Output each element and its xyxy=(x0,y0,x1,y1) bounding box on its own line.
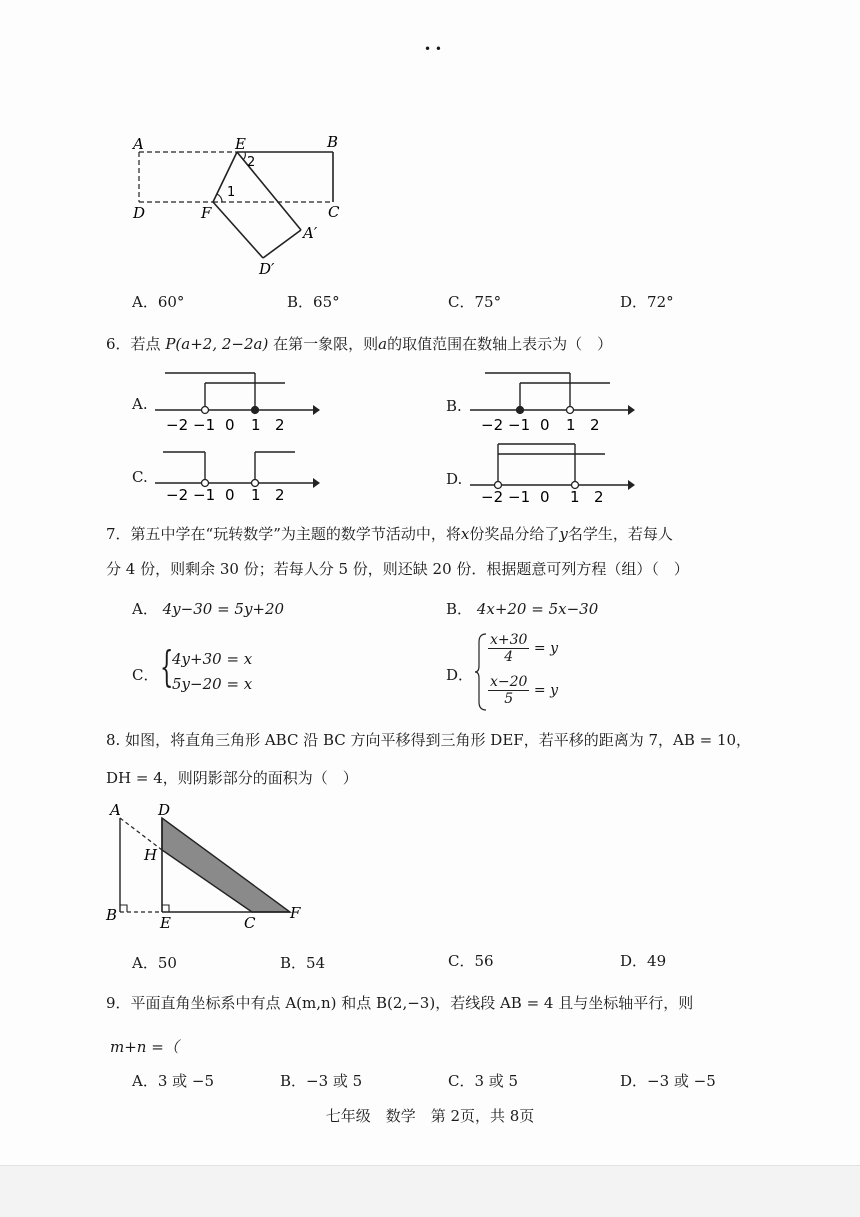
q7-option-d-eq2 xyxy=(488,674,558,707)
tick-d-1: −2 xyxy=(481,488,504,506)
tick-d-3: 0 xyxy=(540,488,550,506)
label-angle1: 1 xyxy=(227,185,236,200)
tick-a-5: 2 xyxy=(275,416,285,434)
q6-numberline-d[interactable] xyxy=(470,440,635,510)
q7-option-d-rhs1: = y xyxy=(533,640,558,657)
tick-a-4: 1 xyxy=(251,416,261,434)
tick-b-4: 1 xyxy=(566,416,576,434)
q9-option-a[interactable]: A．3 或 −5 xyxy=(132,1072,215,1090)
label-B: B xyxy=(327,133,339,151)
label-D-prime: D′ xyxy=(259,260,275,278)
q6-number: 6． xyxy=(106,335,131,353)
q6-point: P(a+2, 2−2a) xyxy=(165,335,269,353)
q7-option-a-eq: 4y−30 = 5y+20 xyxy=(162,600,285,618)
q5-option-b[interactable]: B．65° xyxy=(287,293,340,311)
q8-option-d[interactable]: D．49 xyxy=(620,952,667,970)
q7-line1-b: 份奖品分给了 xyxy=(469,525,560,543)
q7-option-a[interactable] xyxy=(132,598,284,619)
q7-option-b[interactable] xyxy=(446,598,598,619)
q7-option-c-eq1: 4y+30 = x xyxy=(172,650,253,668)
q8-label-E: E xyxy=(160,914,171,932)
q8-label-F: F xyxy=(290,904,301,922)
tick-c-5: 2 xyxy=(275,486,285,504)
angle1-arc xyxy=(217,194,222,202)
q5-figure xyxy=(125,130,365,280)
q6-text-after: 在第一象限，则 xyxy=(273,335,379,353)
q6-text-before: 若点 xyxy=(130,335,161,353)
q8-line1: 8. 如图，将直角三角形 ABC 沿 BC 方向平移得到三角形 DEF，若平移的距离为 7，AB = 10， xyxy=(106,731,752,749)
q8-label-B: B xyxy=(106,906,118,924)
q8-line2: DH = 4，则阴影部分的面积为（ ） xyxy=(106,769,358,787)
q9-option-d[interactable]: D．−3 或 −5 xyxy=(620,1072,716,1090)
q7-option-d-brace xyxy=(474,632,488,712)
q6-option-b-letter[interactable]: B. xyxy=(446,397,462,415)
q7-option-d-den2: 5 xyxy=(504,691,514,707)
line-D-prime-A-prime xyxy=(263,230,301,258)
q6-stem xyxy=(106,333,612,354)
angle2-arc xyxy=(243,152,245,160)
tick-c-2: −1 xyxy=(193,486,216,504)
label-D: D xyxy=(133,204,146,222)
q7-line2: 分 4 份，则剩余 30 份；若每人分 5 份，则还缺 20 份．根据题意可列方程（组）（ ） xyxy=(106,560,689,578)
q7-line1-c: 名学生，若每人 xyxy=(567,525,673,543)
q8-option-b[interactable]: B．54 xyxy=(280,954,326,972)
q7-line1-a: 7．第五中学在“玩转数学”为主题的数学节活动中，将 xyxy=(106,525,461,543)
label-angle2: 2 xyxy=(247,155,256,170)
q7-option-d-eq1 xyxy=(488,632,558,665)
q6-option-c-letter[interactable]: C. xyxy=(132,468,148,486)
q7-line1 xyxy=(106,523,673,544)
q6-numberline-b[interactable] xyxy=(470,365,635,435)
q7-option-d-rhs2: = y xyxy=(533,682,558,699)
q9-line2: m+n =（ xyxy=(110,1038,179,1056)
shaded-region xyxy=(162,818,290,912)
line-FD-prime xyxy=(213,202,263,258)
q7-option-c-label[interactable]: C． xyxy=(132,666,159,684)
q7-option-d-num2: x−20 xyxy=(490,674,528,690)
q8-label-C: C xyxy=(244,914,256,932)
label-F: F xyxy=(201,204,212,222)
tick-d-2: −1 xyxy=(508,488,531,506)
q8-figure xyxy=(100,800,315,935)
tick-b-5: 2 xyxy=(590,416,600,434)
tick-d-4: 1 xyxy=(570,488,580,506)
label-A: A xyxy=(133,135,144,153)
q7-option-c-brace: { xyxy=(160,642,174,691)
tick-d-5: 2 xyxy=(594,488,604,506)
q7-option-b-eq: 4x+20 = 5x−30 xyxy=(476,600,599,618)
q6-text-end: 的取值范围在数轴上表示为（ ） xyxy=(387,335,613,353)
tick-b-1: −2 xyxy=(481,416,504,434)
tick-c-3: 0 xyxy=(225,486,235,504)
label-C: C xyxy=(328,203,340,221)
q9-option-c[interactable]: C．3 或 5 xyxy=(448,1072,519,1090)
q9-option-b[interactable]: B．−3 或 5 xyxy=(280,1072,363,1090)
q8-label-H: H xyxy=(144,846,158,864)
q9-line1: 9．平面直角坐标系中有点 A(m,n) 和点 B(2,−3)，若线段 AB = 4 且与坐标轴平行，则 xyxy=(106,994,694,1012)
q8-option-c[interactable]: C．56 xyxy=(448,952,494,970)
viewer-background xyxy=(0,1165,860,1217)
page-mark: • • xyxy=(424,42,442,56)
q5-option-a[interactable]: A．60° xyxy=(132,293,185,311)
q7-x: x xyxy=(460,525,470,543)
right-angle-B xyxy=(120,905,127,912)
q7-option-b-label: B． xyxy=(446,600,473,618)
q8-option-a[interactable]: A．50 xyxy=(132,954,177,972)
q7-option-d-num1: x+30 xyxy=(490,632,528,648)
q6-var: a xyxy=(378,335,388,353)
tick-c-1: −2 xyxy=(166,486,189,504)
q6-option-a-letter[interactable]: A. xyxy=(132,395,148,413)
tick-c-4: 1 xyxy=(251,486,261,504)
tick-a-2: −1 xyxy=(193,416,216,434)
right-angle-E xyxy=(162,905,169,912)
page-footer: 七年级 数学 第 2页，共 8页 xyxy=(325,1107,535,1125)
label-A-prime: A′ xyxy=(303,224,318,242)
q6-numberline-c[interactable] xyxy=(155,438,320,508)
q7-y: y xyxy=(559,525,568,543)
q5-option-c[interactable]: C．75° xyxy=(448,293,502,311)
q7-option-d-den1: 4 xyxy=(504,649,514,665)
q8-label-D: D xyxy=(158,801,171,819)
q6-numberline-a[interactable] xyxy=(155,365,320,435)
q5-option-d[interactable]: D．72° xyxy=(620,293,674,311)
q7-option-a-label: A． xyxy=(132,600,158,618)
tick-a-1: −2 xyxy=(166,416,189,434)
q8-label-A: A xyxy=(110,801,121,819)
q7-option-d-label[interactable]: D． xyxy=(446,666,474,684)
tick-b-3: 0 xyxy=(540,416,550,434)
tick-a-3: 0 xyxy=(225,416,235,434)
label-E: E xyxy=(235,135,246,153)
q7-option-c-eq2: 5y−20 = x xyxy=(172,675,253,693)
tick-b-2: −1 xyxy=(508,416,531,434)
q6-option-d-letter[interactable]: D. xyxy=(446,470,463,488)
